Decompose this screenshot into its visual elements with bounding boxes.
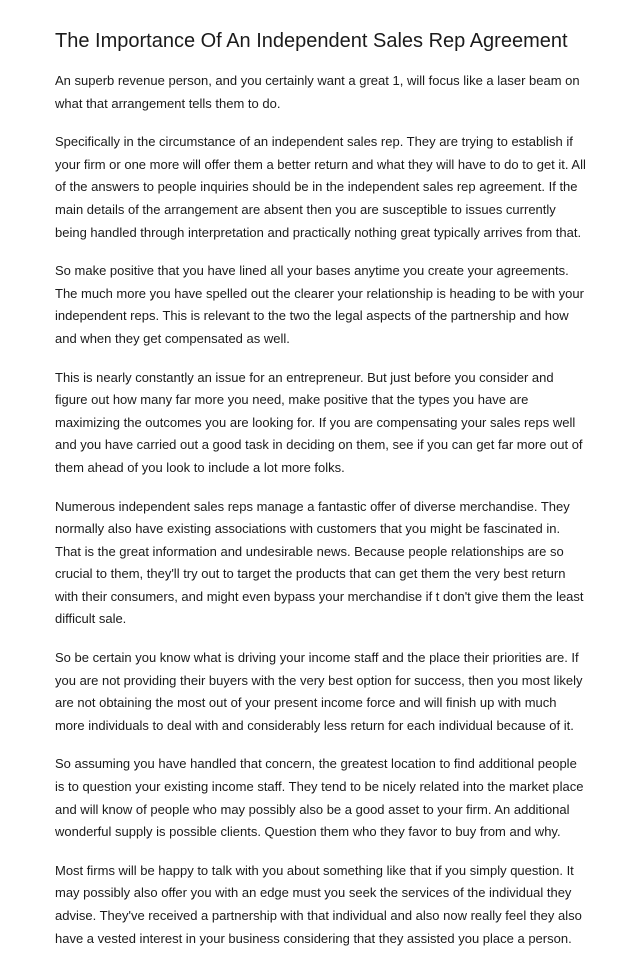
paragraph-3: So make positive that you have lined all your bases anytime you create your agreements. The much more you have spelled out the clearer your relationship is heading to be with your independent reps. This is relevant to the two the legal aspects of the partnership and how and when they get compensated as well.	[55, 263, 584, 346]
paragraph-1: An superb revenue person, and you certainly want a great 1, will focus like a laser beam on what that arrangement tells them to do.	[55, 73, 580, 111]
paragraph-6: So be certain you know what is driving your income staff and the place their priorities are. If you are not providing their buyers with the very best option for success, then you most likely are not obtaining the most out of your present income force and will finish up with much more individuals to deal with and considerably less return for each individual because of it.	[55, 650, 583, 733]
paragraph-4: This is nearly constantly an issue for an entrepreneur. But just before you consider and figure out how many far more you need, make positive that the types you have are maximizing the outcomes you are looking for. If you are compensating your sales reps well and you have carried out a good task in deciding on them, see if you can get far more out of them ahead of you look to include a lot more folks.	[55, 369, 583, 475]
document-page	[55, 28, 589, 966]
page-title: The Importance Of An Independent Sales Rep Agreement	[55, 30, 568, 52]
paragraph-2: Specifically in the circumstance of an independent sales rep. They are trying to establish if your firm or one more will offer them a better return and what they will have to do to get it. All of the answers to people inquiries should be in the independent sales rep agreement. If the main details of the arrangement are absent then you are susceptible to issues currently being handled through interpretation and practically nothing great typically arrives from that.	[55, 134, 586, 240]
paragraph-8: Most firms will be happy to talk with you about something like that if you simply question. It may possibly also offer you with an edge must you seek the services of the individual they advise. They've received a partnership with that individual and also now really feel they also have a vested interest in your business considering that they assisted you place a person.	[55, 862, 582, 946]
paragraph-7: So assuming you have handled that concern, the greatest location to find additional people is to question your existing income staff. They tend to be nicely related into the market place and will know of people who may possibly also be a good asset to your firm. An additional wonderful supply is possible clients. Question them who they favor to buy from and why.	[55, 756, 584, 840]
paragraph-5: Numerous independent sales reps manage a fantastic offer of diverse merchandise. They normally also have existing associations with customers that you might be fascinated in. That is the great information and undesirable news. Because people relationships are so crucial to them, they'll try out to target the products that can get them the very best return with their consumers, and might even bypass your merchandise if t don't give them the least difficult sale.	[55, 498, 584, 627]
